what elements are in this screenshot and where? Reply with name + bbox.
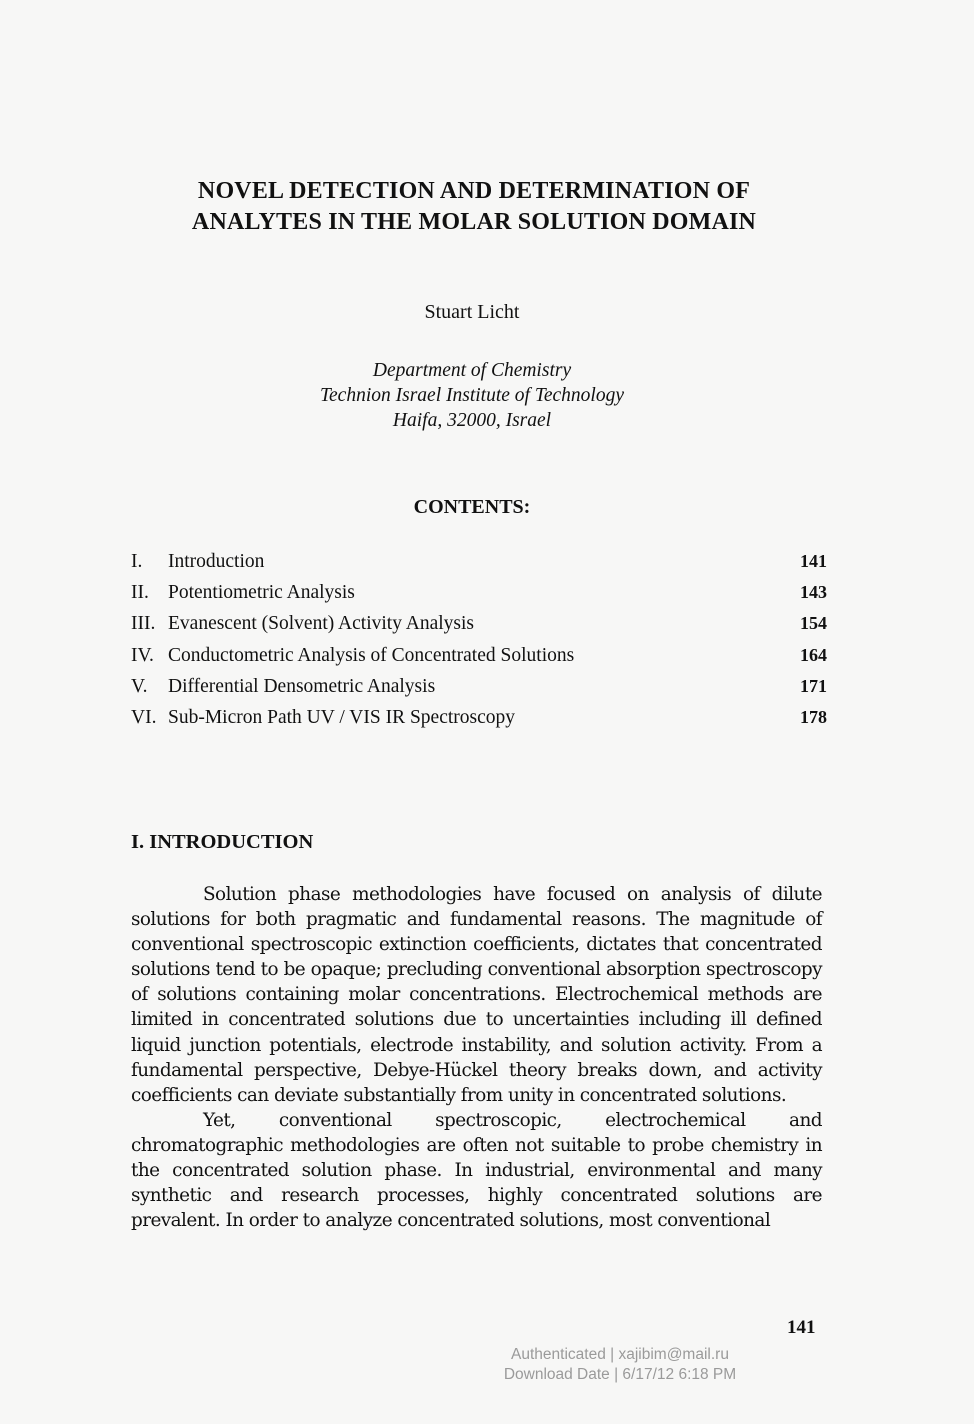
table-of-contents bbox=[131, 551, 827, 738]
section-heading: I. INTRODUCTION bbox=[131, 831, 314, 853]
toc-entry-page: 171 bbox=[800, 675, 827, 696]
toc-entry-title: Evanescent (Solvent) Activity Analysis bbox=[168, 613, 474, 635]
affiliation-location: Haifa, 32000, Israel bbox=[392, 410, 552, 431]
affiliation bbox=[0, 358, 944, 433]
toc-entry-number: II. bbox=[131, 582, 149, 604]
toc-entry-title: Sub-Micron Path UV / VIS IR Spectroscopy bbox=[168, 706, 516, 728]
toc-entry-page: 141 bbox=[800, 551, 827, 571]
toc-entry-page: 154 bbox=[800, 613, 827, 634]
affiliation-department: Department of Chemistry bbox=[372, 360, 572, 381]
toc-entry bbox=[131, 613, 827, 644]
paragraph: Solution phase methodologies have focused on analysis of dilute solutions for both pragmatic and fundamental reasons. The magnitude of conventional spectroscopic extinction coefficients, dictates that concentrated solutions tend to be opaque; precluding conventional absorption spectroscopy of solutions containing molar concentrations. Electrochemical methods are limited in concentrated solutions due to uncertainties including ill defined liquid junction potentials, electrode instability, and solution activity. From a fundamental perspective, Debye-Hückel theory breaks down, and activity coefficients can deviate substantially from unity in concentrated solutions. bbox=[131, 884, 822, 1106]
toc-entry bbox=[131, 551, 827, 582]
toc-entry-title: Potentiometric Analysis bbox=[168, 582, 355, 604]
toc-entry-number: VI. bbox=[131, 706, 157, 728]
toc-entry-page: 164 bbox=[800, 644, 827, 665]
toc-entry bbox=[131, 676, 827, 707]
toc-entry-number: I. bbox=[131, 551, 143, 572]
title-line-1: NOVEL DETECTION AND DETERMINATION OF bbox=[197, 178, 751, 204]
toc-entry bbox=[131, 707, 827, 738]
body-text bbox=[131, 882, 822, 1233]
authenticated-watermark: Authenticated | xajibim@mail.ru bbox=[511, 1346, 729, 1363]
toc-entry bbox=[131, 582, 827, 613]
page-number: 141 bbox=[787, 1317, 816, 1338]
toc-entry-page: 143 bbox=[800, 582, 827, 603]
author-name: Stuart Licht bbox=[424, 301, 520, 323]
toc-entry-page: 178 bbox=[800, 706, 827, 727]
paragraph: Yet, conventional spectroscopic, electrochemical and chromatographic methodologies are often not suitable to probe chemistry in the concentrated solution phase. In industrial, environmental and many synthetic and research processes, highly concentrated solutions are prevalent. In order to analyze concentrated solutions, most conventional bbox=[131, 1109, 822, 1232]
toc-entry-title: Introduction bbox=[168, 551, 265, 572]
toc-entry-number: III. bbox=[131, 613, 156, 635]
toc-entry-title: Differential Densometric Analysis bbox=[168, 675, 436, 697]
toc-entry-number: V. bbox=[131, 675, 148, 697]
toc-entry-number: IV. bbox=[131, 644, 154, 666]
download-date-watermark: Download Date | 6/17/12 6:18 PM bbox=[503, 1366, 737, 1383]
contents-heading: CONTENTS: bbox=[413, 496, 531, 518]
title-line-2: ANALYTES IN THE MOLAR SOLUTION DOMAIN bbox=[191, 209, 757, 235]
toc-entry-title: Conductometric Analysis of Concentrated Solutions bbox=[168, 644, 575, 666]
paper-title bbox=[0, 176, 948, 238]
affiliation-institute: Technion Israel Institute of Technology bbox=[319, 385, 625, 406]
toc-entry bbox=[131, 645, 827, 676]
